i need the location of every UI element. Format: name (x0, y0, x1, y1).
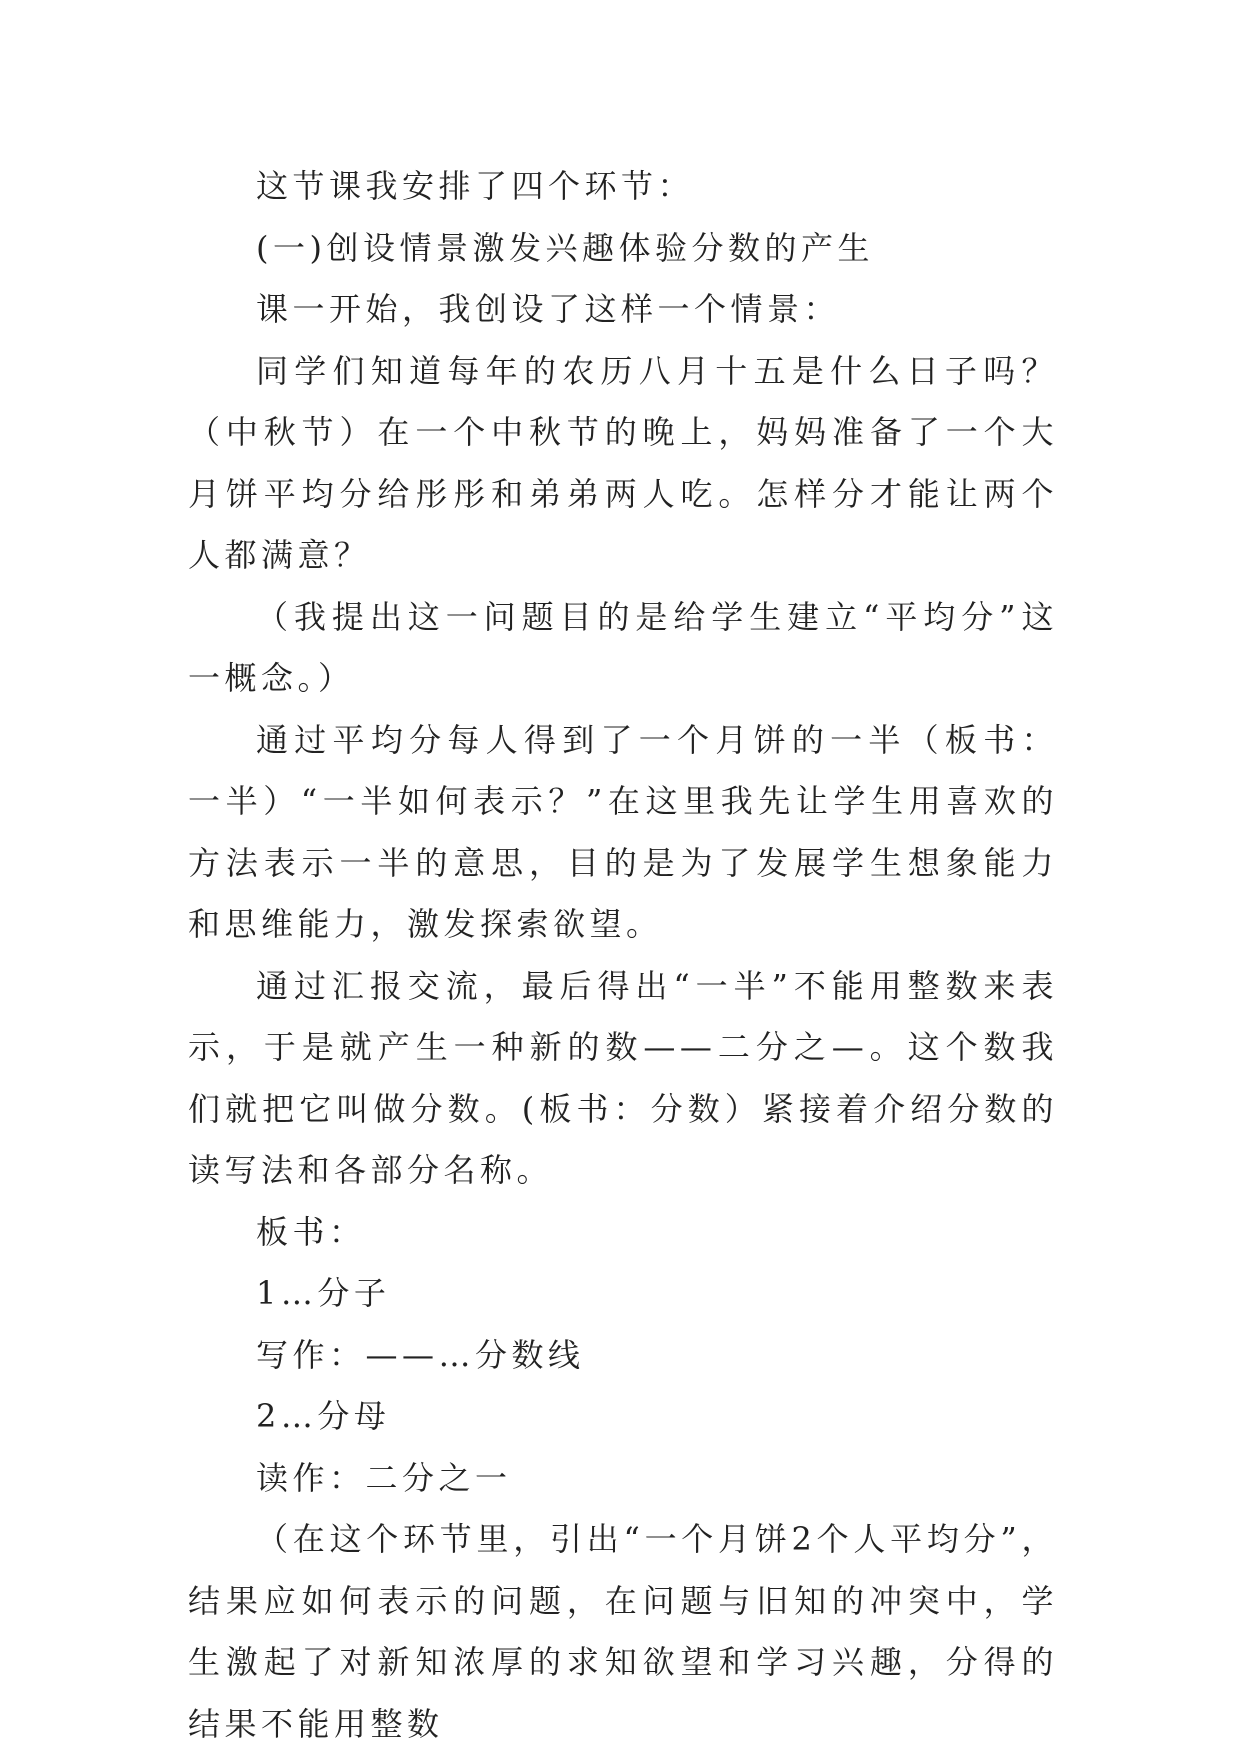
board-label: 板书： (256, 1212, 366, 1251)
paragraph-scenario: 同学们知道每年的农历八月十五是什么日子吗？（中秋节）在一个中秋节的晚上，妈妈准备了一个大月饼平均分给彤彤和弟弟两人吃。怎样分才能让两个人都满意？ (188, 351, 1058, 574)
section-heading-1: (一)创设情景激发兴趣体验分数的产生 (256, 228, 874, 267)
paragraph-half: 通过平均分每人得到了一个月饼的一半（板书：一半）“一半如何表示？”在这里我先让学生用喜欢的方法表示一半的意思，目的是为了发展学生想象能力和思维能力，激发探索欲望。 (188, 720, 1058, 943)
paragraph-fraction: 通过汇报交流，最后得出“一半”不能用整数来表示，于是就产生一种新的数——二分之—。这个数我们就把它叫做分数。(板书：分数）紧接着介绍分数的读写法和各部分名称。 (188, 966, 1058, 1189)
paragraph-reflection: （在这个环节里，引出“一个月饼2个人平均分”，结果应如何表示的问题，在问题与旧知的冲突中，学生激起了对新知浓厚的求知欲望和学习兴趣，分得的结果不能用整数 (188, 1520, 1058, 1743)
board-numerator: 1…分子 (256, 1274, 391, 1312)
board-denominator: 2…分母 (256, 1397, 391, 1435)
paragraph-purpose: （我提出这一问题目的是给学生建立“平均分”这一概念。） (188, 597, 1058, 697)
paragraph-intro: 这节课我安排了四个环节： (256, 167, 695, 205)
board-reading: 读作：二分之一 (256, 1458, 512, 1497)
paragraph-scenario-intro: 课一开始，我创设了这样一个情景： (256, 290, 841, 328)
board-fraction-line: 写作：——…分数线 (256, 1335, 585, 1374)
document-page (188, 156, 1058, 1755)
